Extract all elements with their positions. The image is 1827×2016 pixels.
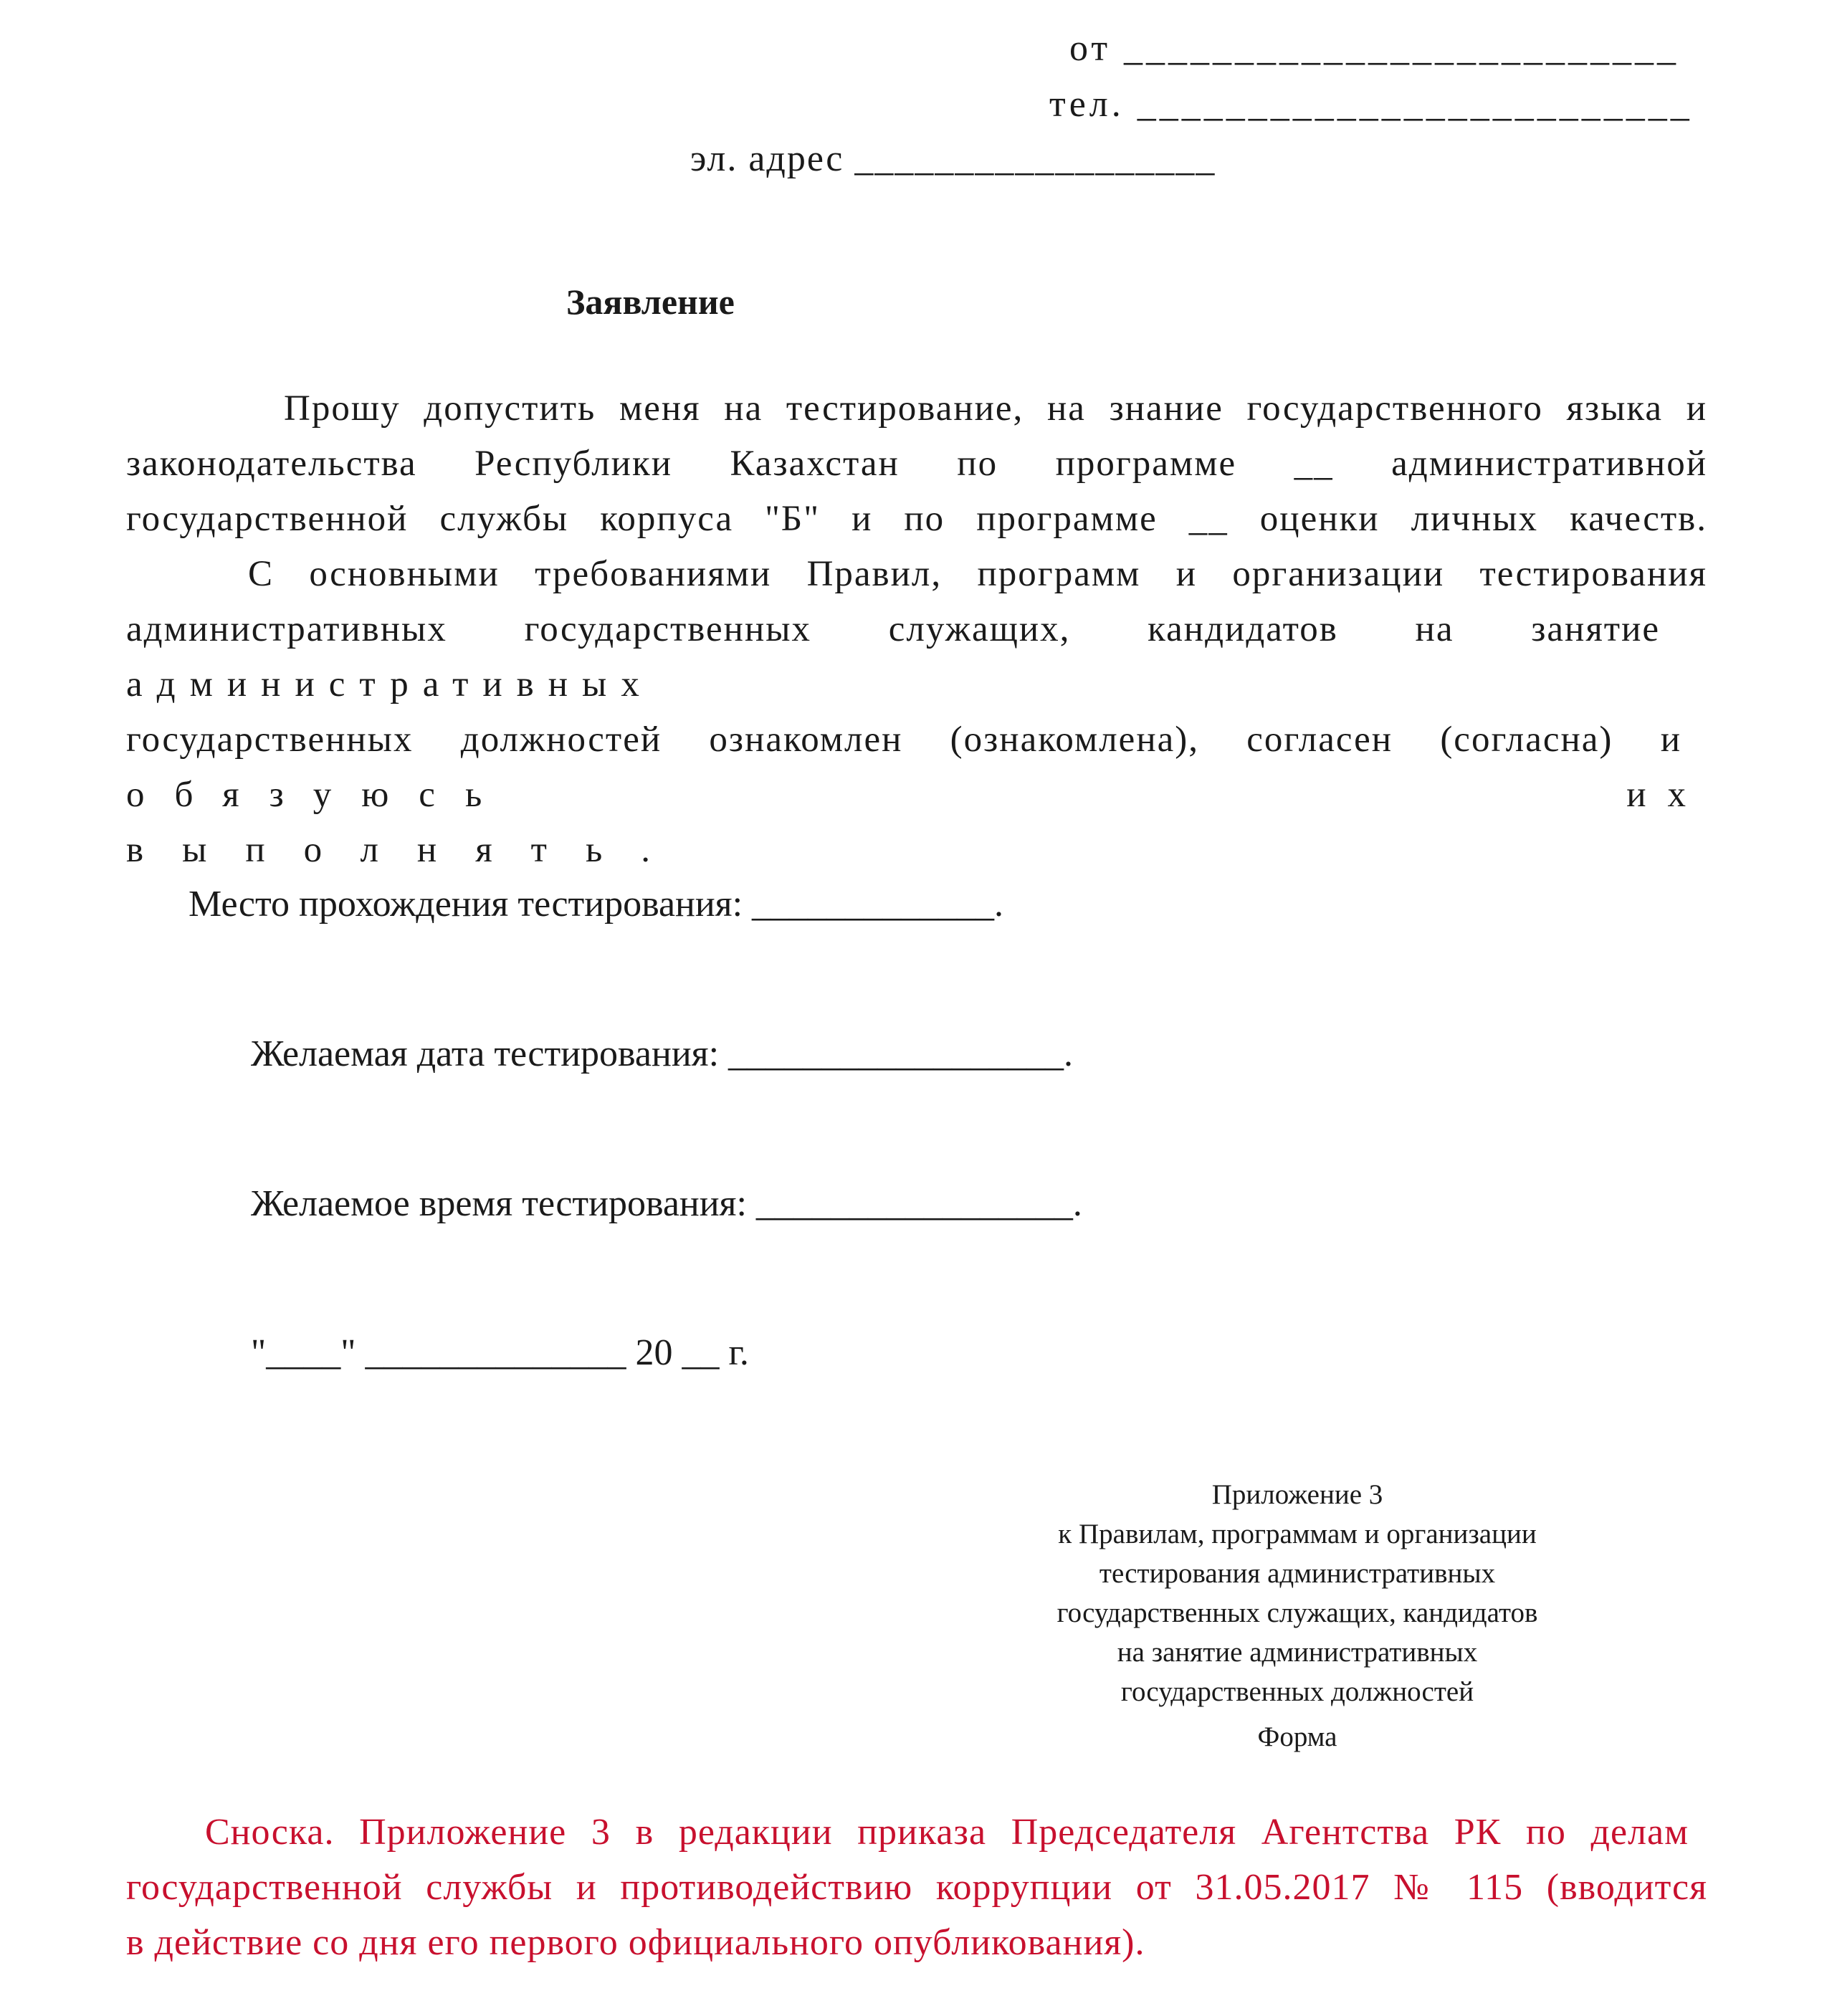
ack-line-5 bbox=[126, 768, 1707, 823]
email-field: эл. адрес __________________ bbox=[690, 138, 1216, 179]
appendix-line-2: к Правилам, программам и организации bbox=[1058, 1519, 1537, 1549]
form-label: Форма bbox=[1257, 1721, 1337, 1752]
ack-line-5-left: обязуюсь bbox=[126, 775, 512, 815]
appendix-line-4: государственных служащих, кандидатов bbox=[1056, 1597, 1538, 1628]
ack-line-6: выполнять. bbox=[126, 830, 689, 870]
ack-line-5-right: их bbox=[1626, 775, 1707, 815]
request-paragraph bbox=[126, 381, 1707, 547]
testing-time-field: Желаемое время тестирования: _________________. bbox=[251, 1183, 1082, 1224]
footnote-line-3: в действие со дня его первого официального опубликования). bbox=[126, 1922, 1145, 1963]
ack-line-4: государственных должностей ознакомлен (ознакомлена), согласен (согласна) и bbox=[126, 720, 1681, 760]
appendix-line-5: на занятие административных bbox=[1117, 1637, 1478, 1668]
appendix-line-3: тестирования административных bbox=[1099, 1558, 1496, 1589]
acknowledgement-paragraph bbox=[126, 547, 1707, 878]
ack-line-3: административных bbox=[126, 664, 654, 704]
appendix-block bbox=[989, 1475, 1606, 1757]
from-field: от _________________________ bbox=[1069, 28, 1680, 69]
request-line-1: Прошу допустить меня на тестирование, на знание государственного языка и bbox=[284, 388, 1707, 429]
request-line-2: законодательства Республики Казахстан по программе __ административной bbox=[126, 444, 1707, 484]
document-title: Заявление bbox=[566, 282, 735, 322]
testing-place-field: Место прохождения тестирования: _____________. bbox=[189, 884, 1004, 925]
appendix-line-1: Приложение 3 bbox=[1211, 1479, 1383, 1510]
ack-line-2: административных государственных служащих, кандидатов на занятие bbox=[126, 609, 1660, 649]
signature-date-field: "____" ______________ 20 __ г. bbox=[251, 1332, 749, 1373]
testing-date-field: Желаемая дата тестирования: __________________. bbox=[251, 1033, 1074, 1074]
footnote-line-1: Сноска. Приложение 3 в редакции приказа Председателя Агентства РК по делам bbox=[205, 1812, 1689, 1853]
ack-line-1: С основными требованиями Правил, программ и организации тестирования bbox=[248, 554, 1707, 594]
footnote-line-2: государственной службы и противодействию коррупции от 31.05.2017 № 115 (вводится bbox=[126, 1867, 1707, 1908]
request-line-3: государственной службы корпуса "Б" и по программе __ оценки личных качеств. bbox=[126, 499, 1707, 539]
phone-field: тел. _________________________ bbox=[1049, 84, 1693, 125]
appendix-line-6: государственных должностей bbox=[1120, 1676, 1474, 1707]
footnote bbox=[126, 1805, 1707, 1970]
